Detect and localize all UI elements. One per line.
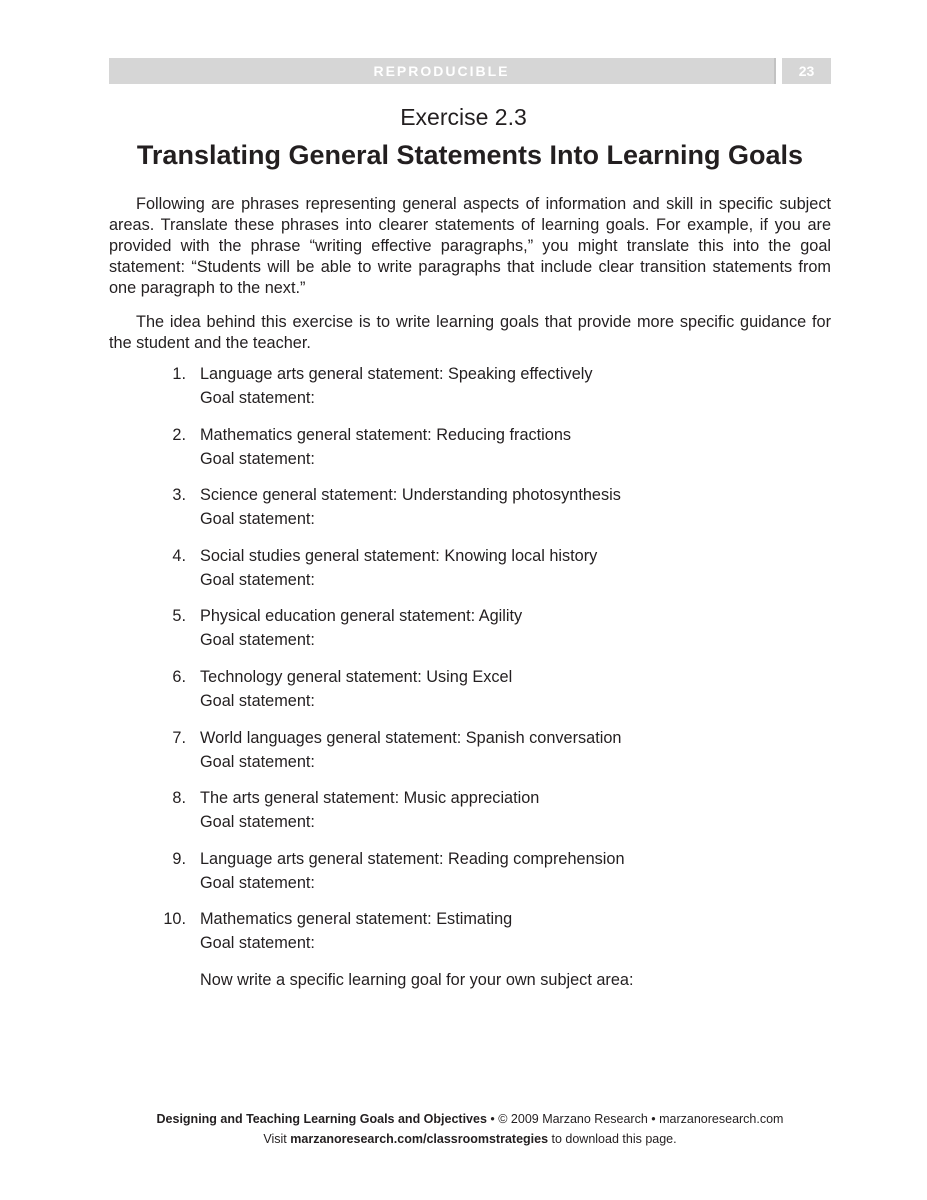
goal-statement-label: Goal statement: — [200, 571, 315, 589]
goal-statement-label: Goal statement: — [200, 753, 315, 771]
footer-copyright: • © 2009 Marzano Research • marzanoresearch.com — [486, 1112, 784, 1126]
footer-download-line — [0, 1132, 927, 1146]
page-number: 23 — [798, 63, 815, 79]
footer-credit-line — [0, 1112, 927, 1126]
general-statement: Technology general statement: Using Excel — [200, 668, 513, 686]
intro-paragraph-1: Following are phrases representing general aspects of information and skill in specific subject areas. Translate these phrases into clearer statements of learning goals. For example, if you are provided with the phrase “writing effective paragraphs,” you might translate this into the goal statement: “Students will be able to write paragraphs that include clear transition statements from one paragraph to the next.” — [109, 195, 831, 297]
general-statement: Mathematics general statement: Reducing fractions — [200, 426, 572, 444]
item-number: 7. — [172, 729, 186, 747]
footer-visit-suffix: to download this page. — [548, 1132, 677, 1146]
item-number: 4. — [172, 547, 186, 565]
goal-statement-label: Goal statement: — [200, 450, 315, 468]
general-statement: Science general statement: Understanding photosynthesis — [200, 486, 621, 504]
item-number: 5. — [172, 607, 186, 625]
goal-statement-label: Goal statement: — [200, 934, 315, 952]
general-statement: Social studies general statement: Knowing local history — [200, 547, 598, 565]
general-statement: The arts general statement: Music appreciation — [200, 789, 540, 807]
item-number: 10. — [163, 910, 186, 928]
item-number: 9. — [172, 850, 186, 868]
exercise-label: Exercise 2.3 — [400, 104, 527, 130]
general-statement: World languages general statement: Spanish conversation — [200, 729, 622, 747]
general-statement: Physical education general statement: Agility — [200, 607, 523, 625]
item-number: 2. — [172, 426, 186, 444]
reproducible-label: REPRODUCIBLE — [373, 63, 510, 79]
general-statement: Language arts general statement: Speaking effectively — [200, 365, 593, 383]
item-number: 1. — [172, 365, 186, 383]
header-divider — [774, 58, 782, 84]
footer-download-link[interactable]: marzanoresearch.com/classroomstrategies — [290, 1132, 549, 1146]
item-number: 6. — [172, 668, 186, 686]
intro-paragraph-2: The idea behind this exercise is to write learning goals that provide more specific guidance for the student and the teacher. — [109, 313, 831, 352]
reproducible-header-bar — [109, 58, 831, 84]
item-number: 3. — [172, 486, 186, 504]
goal-statement-label: Goal statement: — [200, 389, 315, 407]
goal-statement-label: Goal statement: — [200, 813, 315, 831]
general-statement: Language arts general statement: Reading comprehension — [200, 850, 625, 868]
goal-statement-label: Goal statement: — [200, 874, 315, 892]
goal-statement-label: Goal statement: — [200, 510, 315, 528]
footer-visit-prefix: Visit — [263, 1132, 291, 1146]
closing-prompt: Now write a specific learning goal for your own subject area: — [200, 971, 634, 989]
page-title: Translating General Statements Into Learning Goals — [136, 140, 804, 170]
item-number: 8. — [172, 789, 186, 807]
footer-book-title: Designing and Teaching Learning Goals and Objectives — [156, 1112, 487, 1126]
general-statement: Mathematics general statement: Estimating — [200, 910, 513, 928]
goal-statement-label: Goal statement: — [200, 631, 315, 649]
goal-statement-label: Goal statement: — [200, 692, 315, 710]
